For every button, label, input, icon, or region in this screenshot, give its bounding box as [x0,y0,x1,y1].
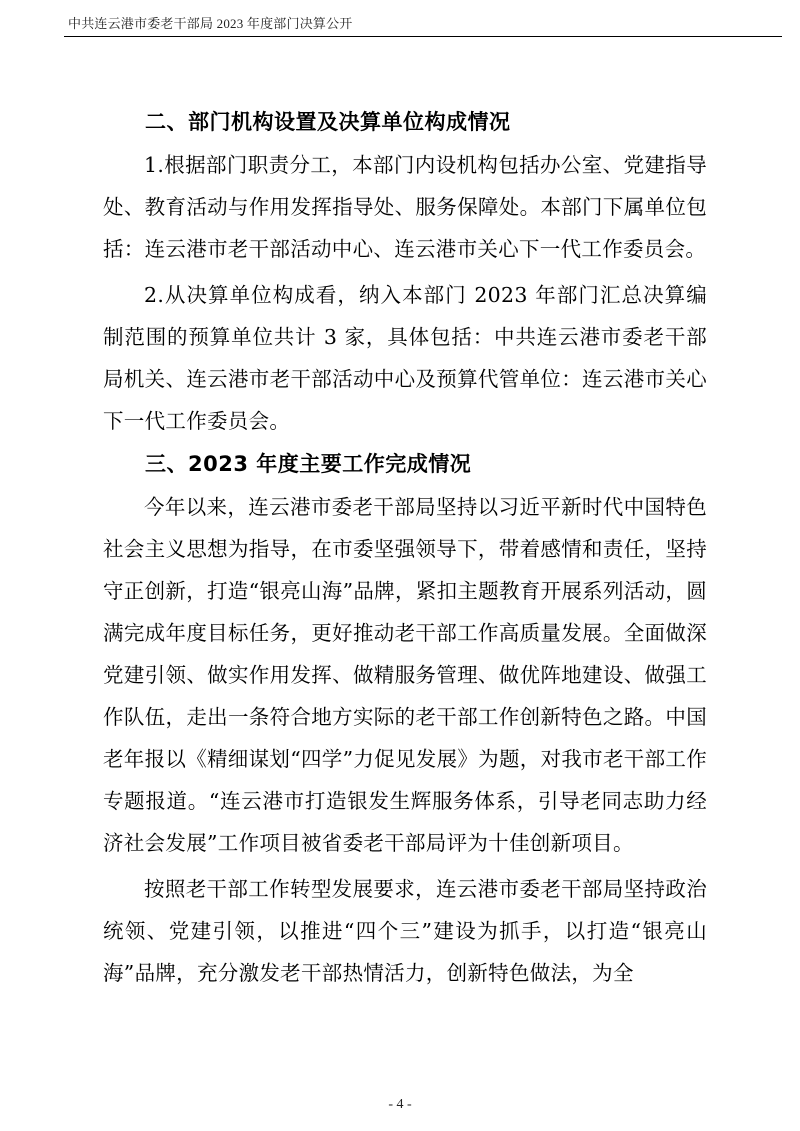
page-header-title: 中共连云港市委老干部局 2023 年度部门决算公开 [68,16,353,31]
paragraph-structure-2: 2.从决算单位构成看，纳入本部门 2023 年部门汇总决算编制范围的预算单位共计 3 家，具体包括：中共连云港市委老干部局机关、连云港市老干部活动中心及预算代管单位：连云港市关心下一代工作委员会。 [103,283,707,433]
paragraph-structure-1: 1.根据部门职责分工，本部门内设机构包括办公室、党建指导处、教育活动与作用发挥指导处、服务保障处。本部门下属单位包括：连云港市老干部活动中心、连云港市关心下一代工作委员会。 [103,153,707,261]
header-divider [64,36,782,37]
section-heading-work: 三、2023 年度主要工作完成情况 [145,452,472,476]
paragraph-work-2: 按照老干部工作转型发展要求，连云港市委老干部局坚持政治统领、党建引领，以推进“四个三”建设为抓手，以打造“银亮山海”品牌，充分激发老干部热情活力，创新特色做法，为全 [103,877,707,985]
document-body [103,100,707,994]
section-heading-structure: 二、部门机构设置及决算单位构成情况 [145,110,511,134]
page-number: - 4 - [388,1097,412,1112]
paragraph-work-1: 今年以来，连云港市委老干部局坚持以习近平新时代中国特色社会主义思想为指导，在市委坚强领导下，带着感情和责任，坚持守正创新，打造“银亮山海”品牌，紧扣主题教育开展系列活动，圆满完成年度目标任务，更好推动老干部工作高质量发展。全面做深党建引领、做实作用发挥、做精服务管理、做优阵地建设、做强工作队伍，走出一条符合地方实际的老干部工作创新特色之路。中国老年报以《精细谋划“四学”力促见发展》为题，对我市老干部工作专题报道。“连云港市打造银发生辉服务体系，引导老同志助力经济社会发展”工作项目被省委老干部局评为十佳创新项目。 [103,495,707,855]
